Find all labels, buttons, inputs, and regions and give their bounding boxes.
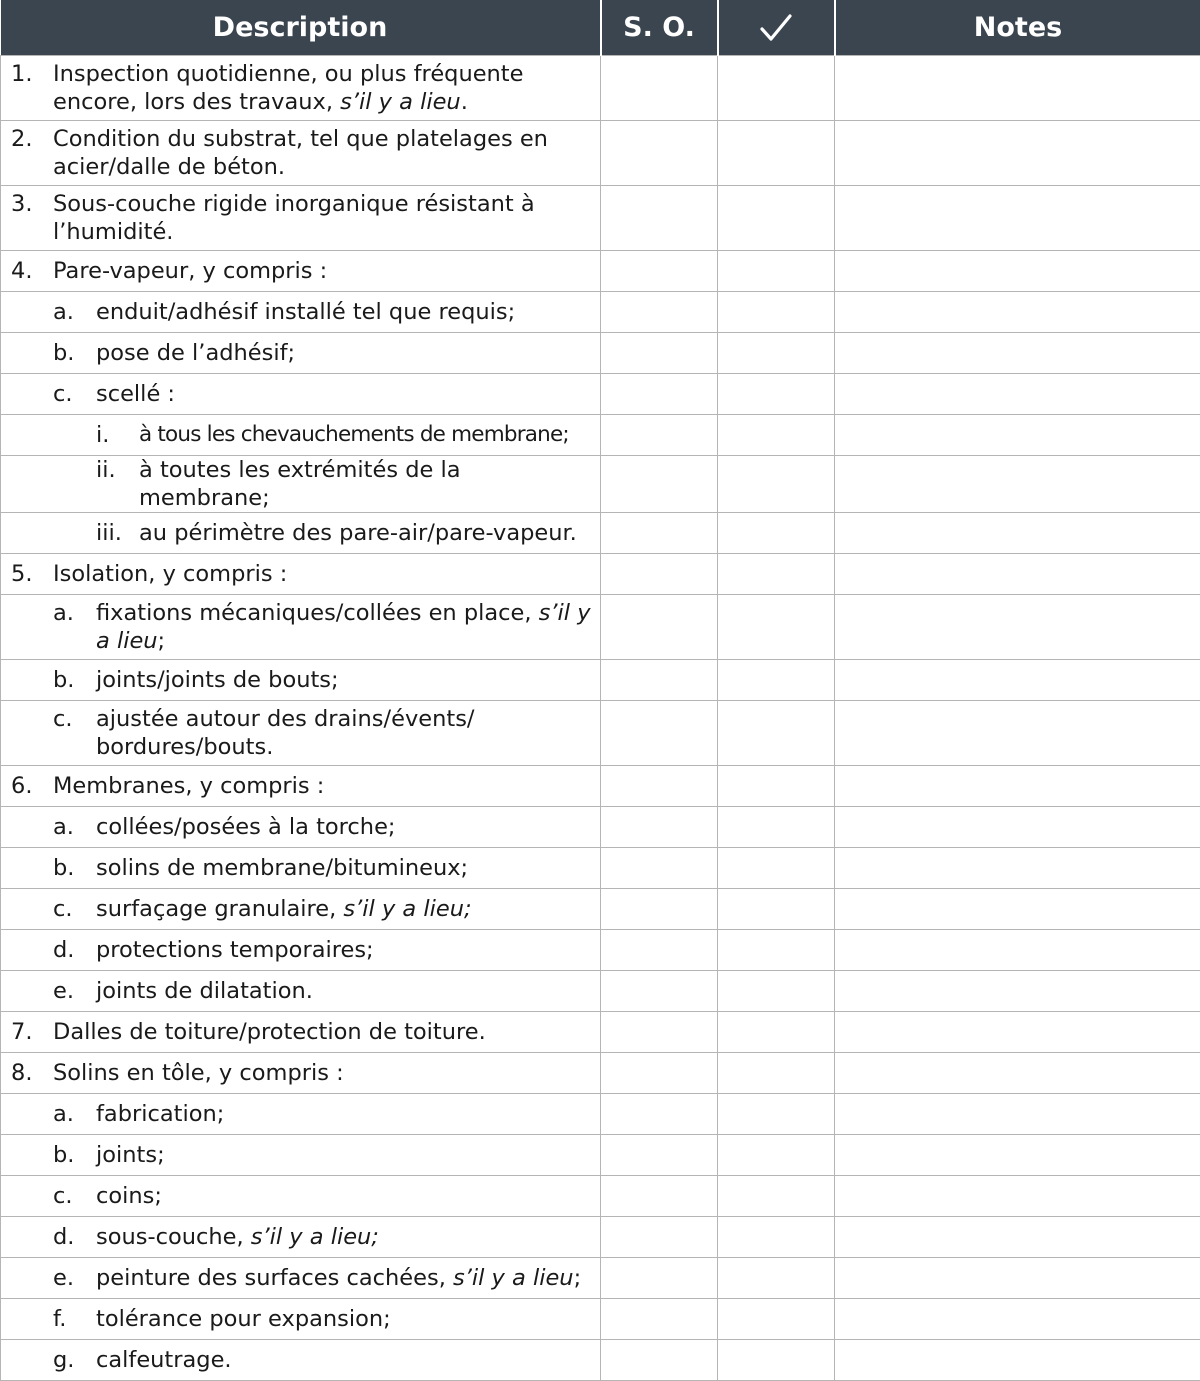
item-text-main: Pare-vapeur, y compris : [53,258,327,284]
so-cell[interactable] [601,185,718,250]
item-marker: b. [1,854,96,882]
item-text-main: au périmètre des pare-air/pare-vapeur. [139,520,577,546]
description-cell [1,700,601,765]
description-cell [1,1257,601,1298]
check-cell[interactable] [718,55,835,120]
item-text [53,1059,592,1087]
item-text-main: sous-couche, [96,1224,251,1250]
item-text-main: enduit/adhésif installé tel que requis; [96,299,515,325]
notes-cell[interactable] [835,1175,1200,1216]
notes-cell[interactable] [835,1216,1200,1257]
item-text [96,977,592,1005]
item-text [96,1305,592,1333]
notes-cell[interactable] [835,1339,1200,1380]
so-cell[interactable] [601,373,718,414]
item-marker: iii. [1,519,139,547]
checklist-row [1,888,1200,929]
item-text [96,1264,592,1292]
description-cell [1,1052,601,1093]
item-text-main: Isolation, y compris : [53,561,287,587]
notes-cell[interactable] [835,185,1200,250]
item-text [96,854,592,882]
item-text-main: surfaçage granulaire, [96,896,343,922]
item-text [53,772,592,800]
notes-cell[interactable] [835,332,1200,373]
item-text-main: protections temporaires; [96,937,374,963]
description-cell [1,806,601,847]
item-text [53,257,592,285]
item-marker: d. [1,1223,96,1251]
item-text-main: ajustée autour des drains/évents/ bordures/bouts. [96,706,475,760]
so-cell[interactable] [601,120,718,185]
item-marker: b. [1,339,96,367]
item-text-suffix: ; [574,1265,582,1291]
check-cell[interactable] [718,455,835,512]
item-marker: d. [1,936,96,964]
description-cell [1,185,601,250]
item-text [96,380,592,408]
check-cell[interactable] [718,1216,835,1257]
check-cell[interactable] [718,929,835,970]
check-cell[interactable] [718,332,835,373]
notes-cell[interactable] [835,55,1200,120]
checklist-row [1,929,1200,970]
item-marker: 8. [1,1059,53,1087]
so-cell[interactable] [601,414,718,455]
so-cell[interactable] [601,847,718,888]
notes-cell[interactable] [835,929,1200,970]
item-text-suffix: . [461,89,468,115]
notes-cell[interactable] [835,888,1200,929]
description-cell [1,553,601,594]
item-text [96,895,592,923]
item-text-main: scellé : [96,381,175,407]
item-text-main: Condition du substrat, tel que platelages en acier/dalle de béton. [53,126,548,180]
so-cell[interactable] [601,1093,718,1134]
checklist-row [1,1052,1200,1093]
item-text-main: Dalles de toiture/protection de toiture. [53,1019,486,1045]
item-text-main: Membranes, y compris : [53,773,324,799]
so-cell[interactable] [601,1339,718,1380]
checklist-row [1,332,1200,373]
checklist-row [1,1093,1200,1134]
checklist-row [1,373,1200,414]
description-cell [1,847,601,888]
so-cell[interactable] [601,1134,718,1175]
description-cell [1,765,601,806]
item-marker: c. [1,895,96,923]
item-text [96,1141,592,1169]
description-cell [1,970,601,1011]
checklist-row [1,455,1200,512]
item-marker: 2. [1,125,53,153]
item-marker: a. [1,813,96,841]
item-marker: a. [1,599,96,627]
item-marker: e. [1,977,96,1005]
so-cell[interactable] [601,659,718,700]
check-cell[interactable] [718,659,835,700]
check-cell[interactable] [718,806,835,847]
item-text-main: fixations mécaniques/collées en place, [96,600,539,626]
item-text-main: solins de membrane/bitumineux; [96,855,468,881]
so-cell[interactable] [601,806,718,847]
item-marker: 6. [1,772,53,800]
checklist-row [1,414,1200,455]
checklist-row [1,291,1200,332]
item-text-suffix: ; [158,628,166,654]
description-cell [1,1011,601,1052]
description-cell [1,594,601,659]
checklist-row [1,1257,1200,1298]
notes-cell[interactable] [835,1052,1200,1093]
check-cell[interactable] [718,373,835,414]
checklist-row [1,553,1200,594]
description-cell [1,1093,601,1134]
notes-cell[interactable] [835,553,1200,594]
item-text-main: joints de dilatation. [96,978,313,1004]
so-cell[interactable] [601,1257,718,1298]
item-marker: a. [1,1100,96,1128]
check-cell[interactable] [718,888,835,929]
item-text-main: pose de l’adhésif; [96,340,295,366]
item-text [96,1346,592,1374]
check-cell[interactable] [718,250,835,291]
item-text [96,298,592,326]
notes-cell[interactable] [835,1298,1200,1339]
description-cell [1,373,601,414]
checklist-row [1,1298,1200,1339]
item-marker: f. [1,1305,96,1333]
description-cell [1,55,601,120]
check-cell[interactable] [718,291,835,332]
item-text [53,125,592,181]
header-row [1,0,1200,55]
check-cell[interactable] [718,553,835,594]
header-so: S. O. [601,0,718,55]
item-marker: ii. [1,456,139,484]
checklist-row [1,250,1200,291]
item-text-main: Inspection quotidienne, ou plus fréquente encore, lors des travaux, [53,61,523,115]
so-cell[interactable] [601,1052,718,1093]
notes-cell[interactable] [835,659,1200,700]
check-cell[interactable] [718,1339,835,1380]
description-cell [1,512,601,553]
item-marker: 7. [1,1018,53,1046]
item-text [96,813,592,841]
notes-cell[interactable] [835,806,1200,847]
header-check [718,0,835,55]
checklist-row [1,55,1200,120]
checklist-row [1,806,1200,847]
item-text [96,1223,592,1251]
so-cell[interactable] [601,888,718,929]
checklist-row [1,847,1200,888]
notes-cell[interactable] [835,700,1200,765]
header-description: Description [1,0,601,55]
item-text-main: coins; [96,1183,162,1209]
item-text-main: à tous les chevauchements de membrane; [139,422,569,447]
so-cell[interactable] [601,512,718,553]
so-cell[interactable] [601,291,718,332]
notes-cell[interactable] [835,291,1200,332]
notes-cell[interactable] [835,970,1200,1011]
item-text-main: Sous-couche rigide inorganique résistant à l’humidité. [53,191,535,245]
check-cell[interactable] [718,185,835,250]
checklist-row [1,1011,1200,1052]
item-marker: b. [1,666,96,694]
item-text [96,1100,592,1128]
so-cell[interactable] [601,1175,718,1216]
item-text-italic: s’il y a lieu [340,89,461,115]
checklist-row [1,1175,1200,1216]
so-cell[interactable] [601,332,718,373]
description-cell [1,455,601,512]
description-cell [1,1175,601,1216]
checklist-row [1,1216,1200,1257]
item-marker: b. [1,1141,96,1169]
checklist-row [1,700,1200,765]
check-cell[interactable] [718,414,835,455]
description-cell [1,888,601,929]
checklist-row [1,1134,1200,1175]
item-text [96,1182,592,1210]
notes-cell[interactable] [835,512,1200,553]
check-cell[interactable] [718,1257,835,1298]
item-marker: c. [1,380,96,408]
checklist-row [1,970,1200,1011]
item-marker: 3. [1,190,53,218]
so-cell[interactable] [601,55,718,120]
description-cell [1,659,601,700]
item-text [96,666,592,694]
item-text-main: joints/joints de bouts; [96,667,339,693]
checklist-row [1,765,1200,806]
check-cell[interactable] [718,970,835,1011]
so-cell[interactable] [601,594,718,659]
description-cell [1,1339,601,1380]
item-text-italic: s’il y a lieu; [251,1224,379,1250]
notes-cell[interactable] [835,1257,1200,1298]
item-marker: a. [1,298,96,326]
description-cell [1,1298,601,1339]
item-marker: i. [1,421,139,449]
notes-cell[interactable] [835,455,1200,512]
check-cell[interactable] [718,1175,835,1216]
so-cell[interactable] [601,455,718,512]
check-cell[interactable] [718,1011,835,1052]
check-cell[interactable] [718,1093,835,1134]
check-cell[interactable] [718,1134,835,1175]
notes-cell[interactable] [835,1134,1200,1175]
item-marker: e. [1,1264,96,1292]
description-cell [1,929,601,970]
item-text-main: collées/posées à la torche; [96,814,396,840]
item-text [139,519,592,547]
item-marker: 4. [1,257,53,285]
item-marker: c. [1,705,96,733]
checklist-row [1,185,1200,250]
item-text-main: à toutes les extrémités de la membrane; [139,457,461,511]
check-cell[interactable] [718,765,835,806]
item-marker: 5. [1,560,53,588]
notes-cell[interactable] [835,594,1200,659]
item-text [139,421,592,449]
check-cell[interactable] [718,700,835,765]
so-cell[interactable] [601,700,718,765]
item-text-main: Solins en tôle, y compris : [53,1060,344,1086]
item-text [96,936,592,964]
check-cell[interactable] [718,594,835,659]
item-text [96,599,592,655]
item-text-italic: s’il y a lieu [96,600,591,654]
so-cell[interactable] [601,1216,718,1257]
checklist-row [1,120,1200,185]
notes-cell[interactable] [835,1093,1200,1134]
header-notes: Notes [835,0,1200,55]
item-text [96,705,592,761]
notes-cell[interactable] [835,765,1200,806]
so-cell[interactable] [601,1011,718,1052]
check-cell[interactable] [718,120,835,185]
notes-cell[interactable] [835,250,1200,291]
notes-cell[interactable] [835,120,1200,185]
check-cell[interactable] [718,847,835,888]
so-cell[interactable] [601,1298,718,1339]
description-cell [1,291,601,332]
item-text-main: tolérance pour expansion; [96,1306,391,1332]
check-cell[interactable] [718,1052,835,1093]
item-text [53,1018,592,1046]
item-text [53,560,592,588]
item-text-main: calfeutrage. [96,1347,232,1373]
description-cell [1,414,601,455]
description-cell [1,1134,601,1175]
item-text-italic: s’il y a lieu [453,1265,574,1291]
checklist-row [1,512,1200,553]
description-cell [1,332,601,373]
checkmark-icon [759,13,793,43]
so-cell[interactable] [601,765,718,806]
item-text [53,60,592,116]
item-marker: 1. [1,60,53,88]
notes-cell[interactable] [835,373,1200,414]
item-text [53,190,592,246]
so-cell[interactable] [601,970,718,1011]
item-text-main: joints; [96,1142,165,1168]
item-text [96,339,592,367]
item-marker: g. [1,1346,96,1374]
checklist-row [1,659,1200,700]
notes-cell[interactable] [835,847,1200,888]
item-text [139,456,592,512]
description-cell [1,1216,601,1257]
item-marker: c. [1,1182,96,1210]
item-text-main: fabrication; [96,1101,224,1127]
item-text-main: peinture des surfaces cachées, [96,1265,453,1291]
so-cell[interactable] [601,250,718,291]
notes-cell[interactable] [835,414,1200,455]
so-cell[interactable] [601,929,718,970]
description-cell [1,250,601,291]
check-cell[interactable] [718,512,835,553]
checklist-row [1,1339,1200,1380]
description-cell [1,120,601,185]
check-cell[interactable] [718,1298,835,1339]
item-text-italic: s’il y a lieu; [343,896,471,922]
checklist-row [1,594,1200,659]
so-cell[interactable] [601,553,718,594]
notes-cell[interactable] [835,1011,1200,1052]
